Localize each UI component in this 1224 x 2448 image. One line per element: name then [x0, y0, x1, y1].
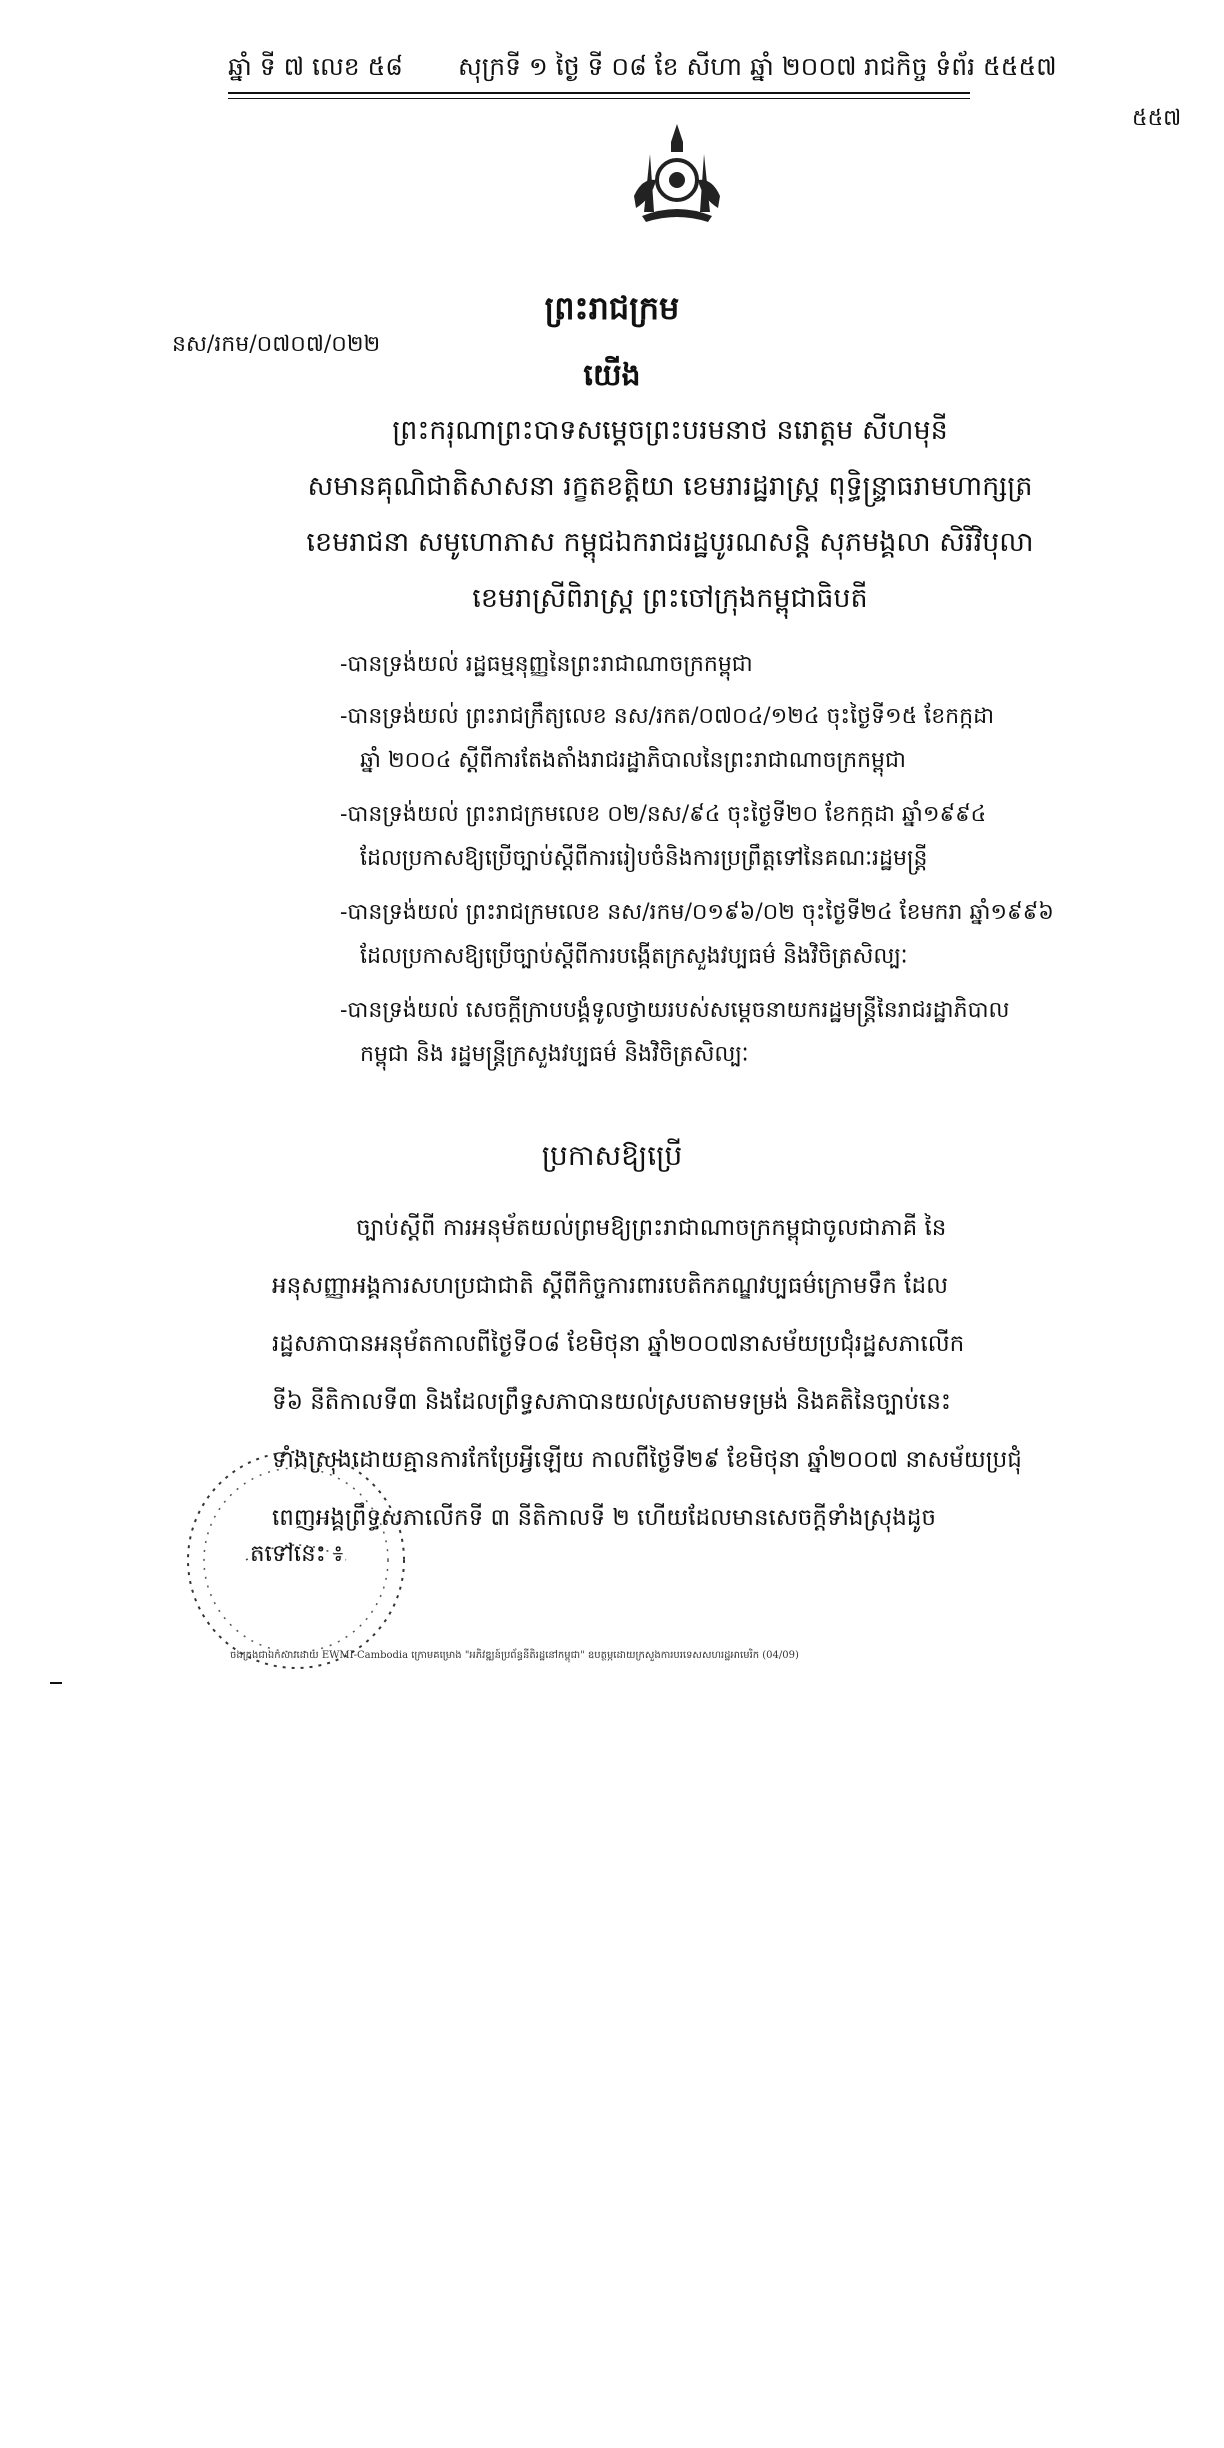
paragraph-line: ទាំងស្រុងដោយគ្មានការកែប្រែអ្វីឡើយ កាលពីថ្ងៃទី២៩ ខែមិថុនា ឆ្នាំ២០០៧ នាសម័យប្រជុំ — [272, 1447, 1022, 1473]
paragraph-line: ច្បាប់ស្ដីពី ការអនុម័តយល់ព្រមឱ្យព្រះរាជាណាចក្រកម្ពុជាចូលជាភាគី នៃ — [356, 1215, 947, 1241]
paragraph-line: ពេញអង្គព្រឹទ្ធសភាលើកទី ៣ នីតិកាលទី ២ ហើយដែលមានសេចក្ដីទាំងស្រុងដូច — [272, 1505, 936, 1531]
consideration-item: -បានទ្រង់យល់ ព្រះរាជក្រមលេខ នស/រកម/០១៩៦/០២ ចុះថ្ងៃទី២៤ ខែមករា ឆ្នាំ១៩៩៦ — [340, 900, 1054, 925]
king-title-line: សមានគុណិជាតិសាសនា រក្ខតខត្តិយា ខេមរារដ្ឋរាស្ដ្រ ពុទ្ធិន្ទ្រាធរាមហាក្សត្រ — [307, 471, 1033, 502]
consideration-item-continued: ដែលប្រកាសឱ្យប្រើច្បាប់ស្ដីពីការរៀបចំនិងការប្រព្រឹត្តទៅនៃគណៈរដ្ឋមន្ត្រី — [360, 846, 928, 871]
king-title-line: ព្រះករុណាព្រះបាទសម្ដេចព្រះបរមនាថ នរោត្ដម សីហមុនី — [392, 415, 948, 446]
consideration-item-continued: កម្ពុជា និង រដ្ឋមន្ត្រីក្រសួងវប្បធម៌ និងវិចិត្រសិល្បៈ — [360, 1042, 749, 1067]
consideration-item: -បានទ្រង់យល់ ព្រះរាជក្រឹត្យលេខ នស/រកត/០៧០៤/១២៤ ចុះថ្ងៃទី១៥ ខែកក្កដា — [340, 704, 995, 729]
king-title-line: ខេមរាជនា សមូហោភាស កម្ពុជឯករាជរដ្ឋបូរណសន្តិ សុភមង្គលា សិរីវិបុលា — [306, 527, 1034, 558]
paragraph-line: តទៅនេះ ៖ — [250, 1541, 344, 1567]
consideration-item: -បានទ្រង់យល់ ព្រះរាជក្រមលេខ ០២/នស/៩៤ ចុះថ្ងៃទី២០ ខែកក្កដា ឆ្នាំ១៩៩៤ — [340, 802, 987, 827]
royal-emblem-icon — [622, 118, 732, 228]
seal-stamp-icon — [176, 1440, 416, 1680]
header-issue: ឆ្នាំ ទី ៧ លេខ ៥៨ — [228, 52, 403, 81]
header-rule — [228, 92, 970, 94]
decree-title: ព្រះរាជក្រម — [544, 289, 680, 327]
consideration-item: -បានទ្រង់យល់ សេចក្ដីក្រាបបង្គំទូលថ្វាយរបស់សម្ដេចនាយករដ្ឋមន្ត្រីនៃរាជរដ្ឋាភិបាល — [340, 998, 1010, 1023]
paragraph-line: អនុសញ្ញាអង្គការសហប្រជាជាតិ ស្ដីពីកិច្ចការពារបេតិកភណ្ឌវប្បធម៌ក្រោមទឹក ដែល — [272, 1273, 948, 1299]
reference-number: នស/រកម/០៧០៧/០២២ — [172, 332, 381, 357]
page-mark: ៥៥៧ — [1132, 106, 1182, 131]
king-title-line: ខេមរាស្រីពិរាស្ដ្រ ព្រះចៅក្រុងកម្ពុជាធិបតី — [472, 583, 868, 614]
consideration-item-continued: ដែលប្រកាសឱ្យប្រើច្បាប់ស្ដីពីការបង្កើតក្រសួងវប្បធម៌ និងវិចិត្រសិល្បៈ — [360, 944, 908, 969]
decree-subtitle: យើង — [583, 358, 641, 393]
header-rule-thin — [228, 98, 970, 99]
header-gazette-page: រាជកិច្ច ទំព័រ ៥៥៥៧ — [864, 52, 1057, 81]
header-date: សុក្រទី ១ ថ្ងៃ ទី ០៨ ខែ សីហា ឆ្នាំ ២០០៧ — [458, 52, 857, 81]
consideration-item-continued: ឆ្នាំ ២០០៤ ស្ដីពីការតែងតាំងរាជរដ្ឋាភិបាលនៃព្រះរាជាណាចក្រកម្ពុជា — [360, 748, 906, 773]
consideration-item: -បានទ្រង់យល់ រដ្ឋធម្មនុញ្ញនៃព្រះរាជាណាចក្រកម្ពុជា — [340, 652, 753, 677]
paragraph-line: រដ្ឋសភាបានអនុម័តកាលពីថ្ងៃទី០៨ ខែមិថុនា ឆ្នាំ២០០៧នាសម័យប្រជុំរដ្ឋសភាលើក — [272, 1331, 965, 1357]
paragraph-line: ទី៦ នីតិកាលទី៣ និងដែលព្រឹទ្ធសភាបានយល់ស្របតាមទម្រង់ និងគតិនៃច្បាប់នេះ — [272, 1389, 952, 1415]
footer-note: ចងក្រងជាឯកសារដោយ EWMI-Cambodia ក្រោមគម្រោង "អភិវឌ្ឍន៍ប្រព័ន្ធនីតិរដ្ឋនៅកម្ពុជា" ឧបត្ថម្ភដោយក្រសួងការបរទេសសហរដ្ឋអាមេរិក (04/09) — [230, 1650, 799, 1661]
margin-dash — [50, 1682, 62, 1684]
proclaim-heading: ប្រកាសឱ្យប្រើ — [541, 1139, 683, 1172]
